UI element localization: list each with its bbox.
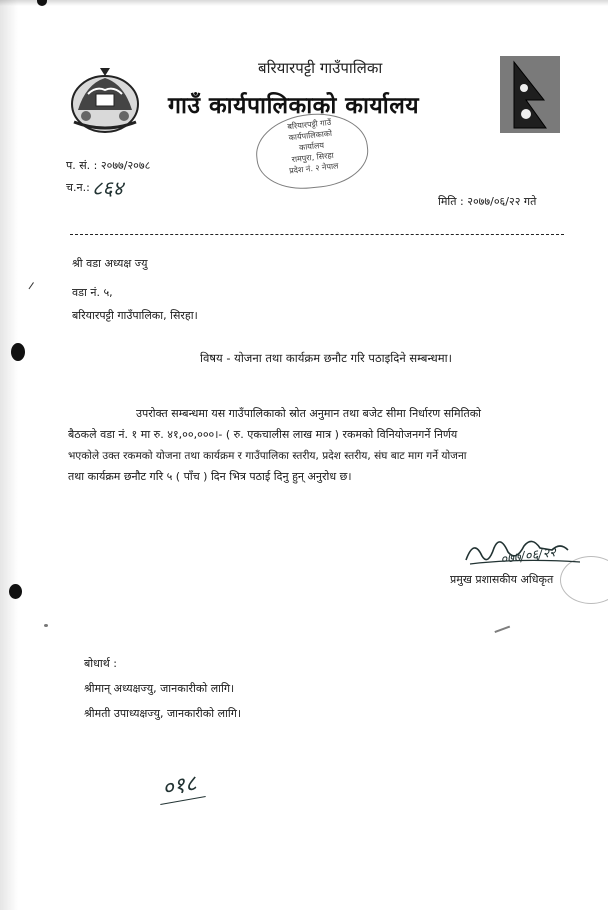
signature-date: ०७७/०६/२२: [499, 545, 558, 568]
stamp-line: प्रदेश नं. २ नेपाल: [288, 161, 339, 176]
scan-left-shadow: [0, 0, 18, 910]
letter-reference-number: प. सं. : २०७७/२०७८: [66, 159, 151, 172]
copy-to-label: बोधार्थ :: [84, 657, 117, 670]
stamp-line: रामपुरा, सिरहा: [291, 150, 335, 165]
recipient-line-2: वडा नं. ५,: [72, 286, 113, 299]
nepal-flag-icon: [510, 60, 550, 130]
nepal-emblem-icon: [66, 64, 144, 138]
faint-stamp-mark: [560, 556, 608, 604]
recipient-line-1: श्री वडा अध्यक्ष ज्यु: [72, 257, 148, 270]
letter-date: मिति : २०७७/०६/२२ गते: [438, 195, 537, 208]
stamp-line: कार्यालय: [298, 140, 325, 153]
office-stamp: [252, 108, 371, 193]
pen-tick-mark: [29, 282, 41, 294]
scan-top-shadow: [0, 0, 608, 6]
copy-to-item-2: श्रीमती उपाध्यक्षज्यु, जानकारीको लागि।: [84, 707, 242, 720]
body-line-1: उपरोक्त सम्बन्धमा यस गाउँपालिकाको स्रोत अनुमान तथा बजेट सीमा निर्धारण समितिको: [136, 407, 482, 420]
punch-hole-middle: [11, 343, 25, 361]
stamp-line: बरियारपट्टी गाउँ: [286, 117, 332, 132]
faint-ink-mark: [494, 626, 513, 643]
body-line-3: भएकोले उक्त रकमको योजना तथा कार्यक्रम र गाउँपालिका स्तरीय, प्रदेश स्तरीय, संघ बाट माग गर्ने योजना: [68, 450, 467, 462]
body-line-2: बैठकले वडा नं. १ मा रु. ४१,००,०००।- ( रु. एकचालीस लाख मात्र ) रकमको विनियोजनगर्ने निर्णय: [68, 428, 458, 441]
header-divider: [70, 234, 564, 235]
dispatch-number: ८६४: [92, 176, 124, 200]
punch-hole-lower: [9, 584, 22, 599]
copy-to-item-1: श्रीमान् अध्यक्षज्यु, जानकारीको लागि।: [84, 682, 235, 695]
municipality-name: बरियारपट्टी गाउँपालिका: [258, 59, 383, 77]
stray-mark: [44, 624, 48, 627]
recipient-line-3: बरियारपट्टी गाउँपालिका, सिरहा।: [72, 309, 198, 322]
stamp-line: कार्यपालिकाको: [288, 128, 333, 143]
letter-subject: विषय - योजना तथा कार्यक्रम छनौट गरि पठाइदिने सम्बन्धमा।: [200, 351, 452, 365]
body-line-4: तथा कार्यक्रम छनौट गरि ५ ( पाँच ) दिन भित्र पठाई दिनु हुन् अनुरोध छ।: [68, 470, 352, 483]
office-title: गाउँ कार्यपालिकाको कार्यालय: [168, 93, 420, 119]
handwritten-note: ०१८: [160, 771, 199, 802]
signatory-title: प्रमुख प्रशासकीय अधिकृत: [450, 573, 554, 586]
dispatch-label: च.न.:: [66, 181, 90, 194]
